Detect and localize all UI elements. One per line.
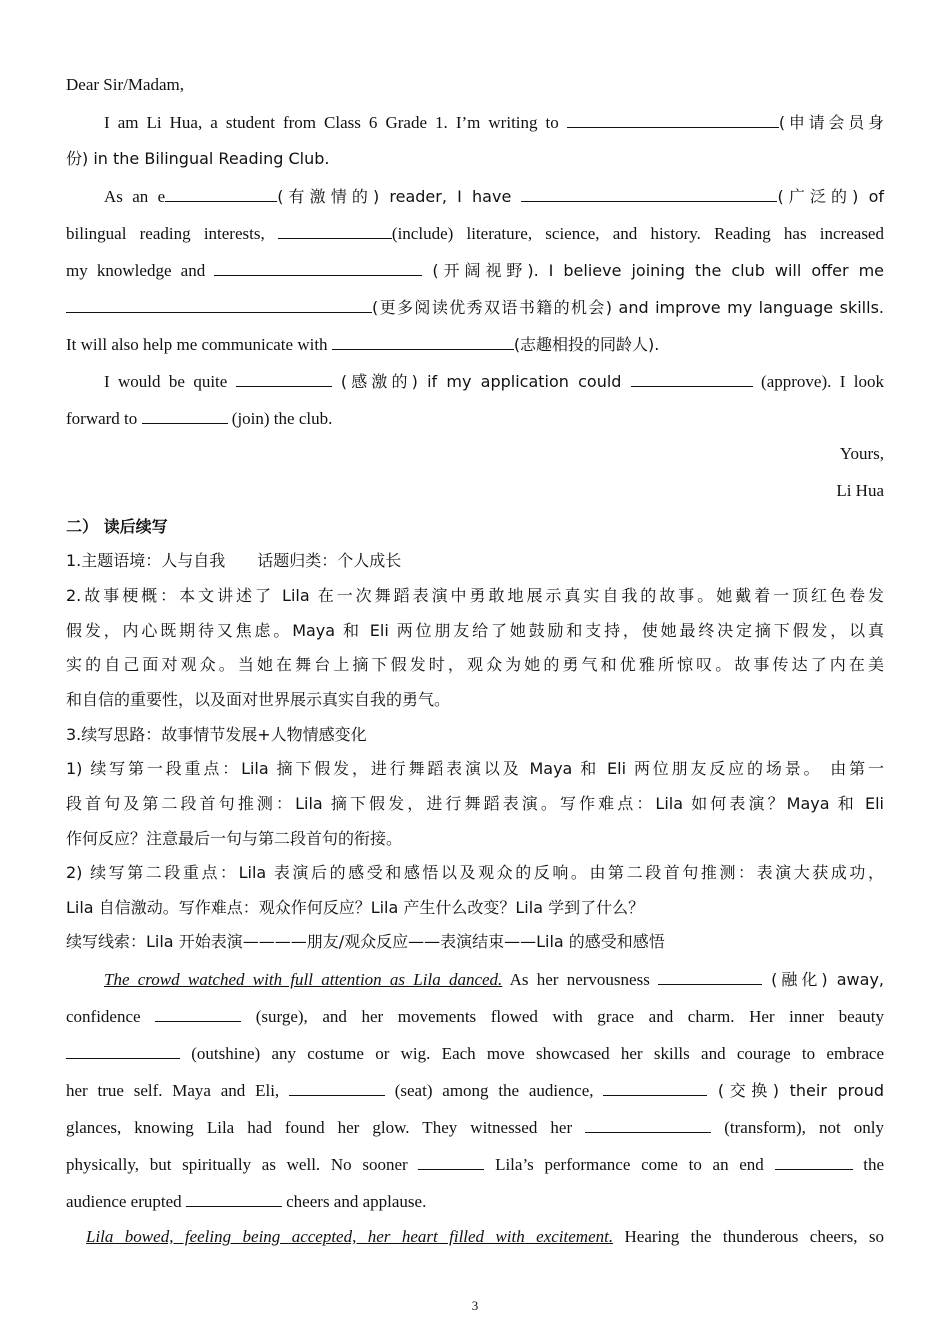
answer-blank[interactable] [214,259,422,276]
clue-line: 续写线索：Lila 开始表演————朋友/观众反应——表演结束——Lila 的感受和感悟 [66,932,665,951]
letter-line: I would be quite (感激的) if my application could (approve). I look [104,372,884,391]
answer-blank[interactable] [585,1116,711,1133]
story-line: audience erupted cheers and applause. [66,1192,427,1211]
approach-line: 3.续写思路：故事情节发展+人物情感变化 [66,725,367,744]
answer-blank[interactable] [236,370,332,387]
answer-blank[interactable] [278,222,392,239]
letter-line: (更多阅读优秀双语书籍的机会) and improve my language skills. [66,296,884,319]
story-line: Lila bowed, feeling being accepted, her heart filled with excitement. Hearing the thunderous cheers, so [86,1227,884,1246]
theme-line: 1.主题语境：人与自我 话题归类：个人成长 [66,551,402,570]
summary-line: 实的自己面对观众。当她在舞台上摘下假发时，观众为她的勇气和优雅所惊叹。故事传达了内在美 [66,655,884,674]
para2-focus-line: 2) 续写第二段重点：Lila 表演后的感受和感悟以及观众的反响。由第二段首句推测：表演大获成功， [66,863,884,882]
summary-line: 假发，内心既期待又焦虑。Maya 和 Eli 两位朋友给了她鼓励和支持，使她最终决定摘下假发，以真 [66,621,884,640]
answer-blank[interactable] [567,111,779,128]
answer-blank[interactable] [418,1153,484,1170]
section-heading: 二） 读后续写 [66,517,168,536]
para1-focus-line: 段首句及第二段首句推测：Lila 摘下假发，进行舞蹈表演。写作难点：Lila 如何表演？Maya 和 Eli [66,794,884,813]
answer-blank[interactable] [186,1190,282,1207]
story-line: The crowd watched with full attention as Lila danced. As her nervousness (融化) away, [104,970,884,989]
answer-blank[interactable] [66,296,372,313]
story-lead-sentence: The crowd watched with full attention as Lila danced. [104,970,503,989]
answer-blank[interactable] [332,333,514,350]
para1-focus-line: 1) 续写第一段重点：Lila 摘下假发，进行舞蹈表演以及 Maya 和 Eli 两位朋友反应的场景。 由第一 [66,759,884,778]
answer-blank[interactable] [603,1079,707,1096]
letter-signature: Li Hua [836,481,884,500]
letter-line: As an e (有激情的) reader, I have (广泛的) of [104,187,884,206]
letter-line: bilingual reading interests, (include) literature, science, and history. Reading has increased [66,224,884,243]
page-number: 3 [471,1298,479,1313]
letter-line: my knowledge and (开阔视野). I believe joining the club will offer me [66,261,884,280]
summary-line: 2.故事梗概：本文讲述了 Lila 在一次舞蹈表演中勇敢地展示真实自我的故事。她戴着一顶红色卷发 [66,586,884,605]
letter-line: 份) in the Bilingual Reading Club. [66,149,330,168]
para2-focus-line: Lila 自信激动。写作难点：观众作何反应？Lila 产生什么改变？Lila 学到了什么？ [66,898,645,917]
answer-blank[interactable] [142,407,228,424]
answer-blank[interactable] [775,1153,853,1170]
story-line: glances, knowing Lila had found her glow. They witnessed her (transform), not only [66,1118,884,1137]
letter-closing: Yours, [839,444,884,463]
para1-focus-line: 作何反应？注意最后一句与第二段首句的衔接。 [66,829,403,848]
letter-line: It will also help me communicate with (志趣相投的同龄人). [66,335,660,354]
answer-blank[interactable] [289,1079,385,1096]
letter-line: I am Li Hua, a student from Class 6 Grade 1. I’m writing to (申请会员身 [104,113,884,132]
answer-blank[interactable] [165,185,277,202]
story-line: (outshine) any costume or wig. Each move showcased her skills and courage to embrace [66,1042,884,1065]
answer-blank[interactable] [658,968,762,985]
story-line: physically, but spiritually as well. No sooner Lila’s performance come to an end the [66,1155,884,1174]
summary-line: 和自信的重要性，以及面对世界展示真实自我的勇气。 [66,690,451,709]
letter-greeting: Dear Sir/Madam, [66,75,185,94]
answer-blank[interactable] [631,370,753,387]
answer-blank[interactable] [521,185,777,202]
story-lead-sentence: Lila bowed, feeling being accepted, her heart filled with excitement. [86,1227,614,1246]
letter-line: forward to (join) the club. [66,409,333,428]
story-line: confidence (surge), and her movements flowed with grace and charm. Her inner beauty [66,1007,884,1026]
story-line: her true self. Maya and Eli, (seat) among the audience, (交换) their proud [66,1081,884,1100]
answer-blank[interactable] [155,1005,241,1022]
answer-blank[interactable] [66,1042,180,1059]
